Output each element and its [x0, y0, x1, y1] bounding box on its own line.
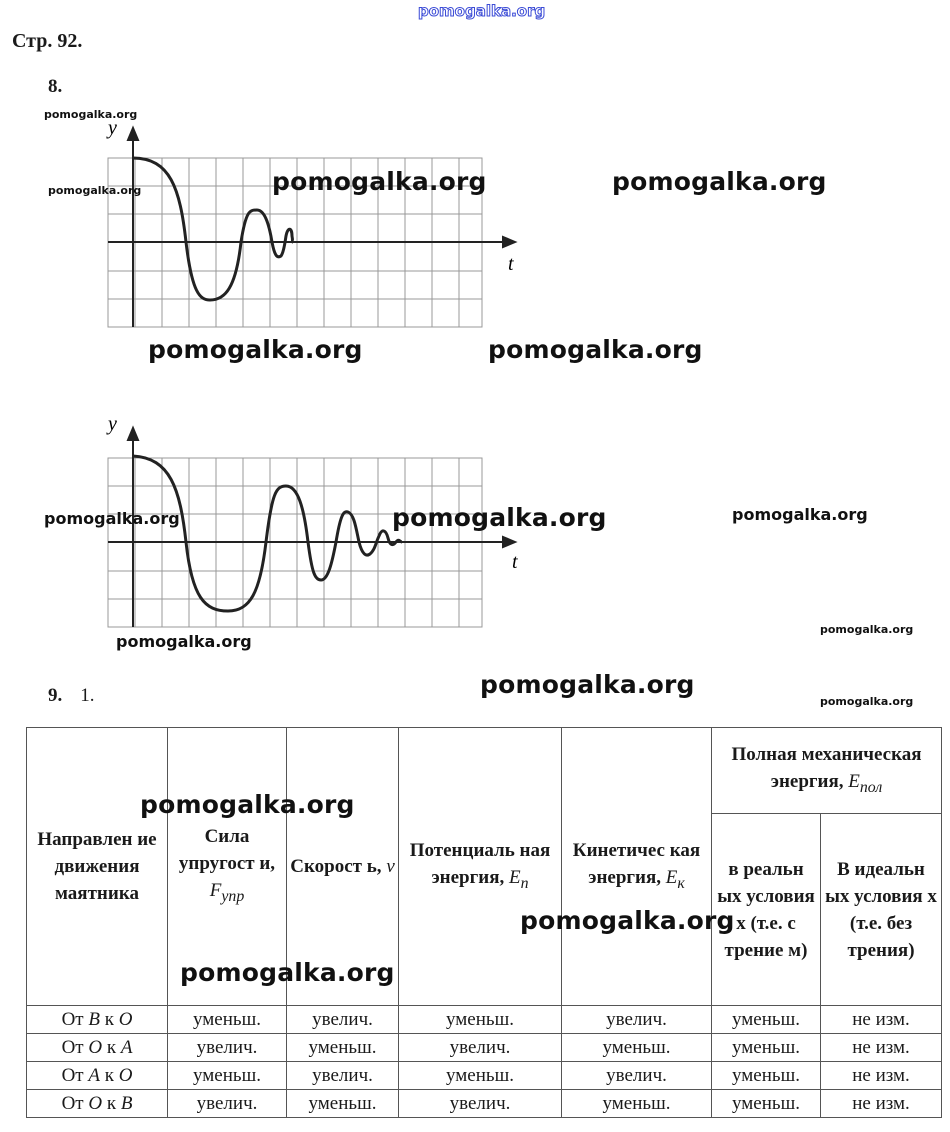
- cell-ideal: не изм.: [821, 1090, 942, 1118]
- watermark: pomogalka.org: [480, 670, 695, 699]
- cell-speed: уменьш.: [287, 1090, 399, 1118]
- site-watermark-top: pomogalka.org: [418, 2, 546, 20]
- cell-direction: От A к O: [27, 1062, 168, 1090]
- graph-1-y-label: y: [108, 118, 117, 139]
- watermark: pomogalka.org: [392, 503, 607, 532]
- header-speed: Скорост ь, v: [287, 728, 399, 1006]
- cell-potential: увелич.: [399, 1090, 562, 1118]
- cell-real: уменьш.: [712, 1006, 821, 1034]
- watermark: pomogalka.org: [272, 167, 487, 196]
- graph-1: [100, 118, 530, 333]
- cell-kinetic: уменьш.: [562, 1090, 712, 1118]
- cell-ideal: не изм.: [821, 1062, 942, 1090]
- cell-speed: увелич.: [287, 1062, 399, 1090]
- watermark: pomogalka.org: [148, 335, 363, 364]
- cell-direction: От O к B: [27, 1090, 168, 1118]
- graph-2-curve: [133, 456, 402, 611]
- watermark: pomogalka.org: [48, 184, 142, 197]
- cell-potential: уменьш.: [399, 1006, 562, 1034]
- watermark: pomogalka.org: [612, 167, 827, 196]
- watermark: pomogalka.org: [820, 695, 914, 708]
- watermark: pomogalka.org: [488, 335, 703, 364]
- cell-force: уменьш.: [168, 1062, 287, 1090]
- table-row: [27, 1062, 942, 1090]
- cell-speed: увелич.: [287, 1006, 399, 1034]
- cell-kinetic: уменьш.: [562, 1034, 712, 1062]
- cell-ideal: не изм.: [821, 1006, 942, 1034]
- task-8-number: 8.: [48, 76, 63, 97]
- cell-real: уменьш.: [712, 1062, 821, 1090]
- header-potential: Потенциаль ная энергия, $E_п$: [399, 728, 562, 1006]
- watermark: pomogalka.org: [44, 509, 180, 528]
- watermark: pomogalka.org: [820, 623, 914, 636]
- watermark: pomogalka.org: [180, 958, 395, 987]
- watermark: pomogalka.org: [520, 906, 735, 935]
- cell-potential: увелич.: [399, 1034, 562, 1062]
- cell-direction: От O к A: [27, 1034, 168, 1062]
- header-real: в реальн ых условия х (т.е. с трение м): [712, 814, 821, 1006]
- page-reference: Стр. 92.: [12, 30, 83, 52]
- task-9-subnumber: 1.: [80, 685, 95, 706]
- cell-ideal: не изм.: [821, 1034, 942, 1062]
- cell-kinetic: увелич.: [562, 1062, 712, 1090]
- watermark: pomogalka.org: [140, 790, 355, 819]
- pendulum-table: [26, 727, 942, 1118]
- cell-real: уменьш.: [712, 1090, 821, 1118]
- header-total-energy: Полная механическая энергия, $E_{пол}$: [712, 728, 942, 814]
- graph-2-y-label: y: [108, 418, 117, 435]
- header-force: Сила упругост и, $F_{упр}$: [168, 728, 287, 1006]
- header-kinetic: Кинетичес кая энергия, $E_к$: [562, 728, 712, 1006]
- watermark: pomogalka.org: [116, 632, 252, 651]
- graph-1-x-label: t: [508, 253, 514, 275]
- cell-kinetic: увелич.: [562, 1006, 712, 1034]
- cell-speed: уменьш.: [287, 1034, 399, 1062]
- header-direction: Направлен ие движения маятника: [27, 728, 168, 1006]
- cell-force: увелич.: [168, 1034, 287, 1062]
- cell-real: уменьш.: [712, 1034, 821, 1062]
- table-row: [27, 1090, 942, 1118]
- watermark: pomogalka.org: [732, 505, 868, 524]
- task-9-number: [48, 685, 95, 707]
- table-row: [27, 1006, 942, 1034]
- cell-direction: От B к O: [27, 1006, 168, 1034]
- graph-1-curve: [133, 158, 293, 300]
- cell-force: увелич.: [168, 1090, 287, 1118]
- cell-force: уменьш.: [168, 1006, 287, 1034]
- task-9-label: 9.: [48, 685, 63, 706]
- header-ideal: В идеальн ых условия х (т.е. без трения): [821, 814, 942, 1006]
- table-row: [27, 1034, 942, 1062]
- watermark: pomogalka.org: [44, 108, 138, 121]
- cell-potential: уменьш.: [399, 1062, 562, 1090]
- graph-2-x-label: t: [512, 551, 518, 573]
